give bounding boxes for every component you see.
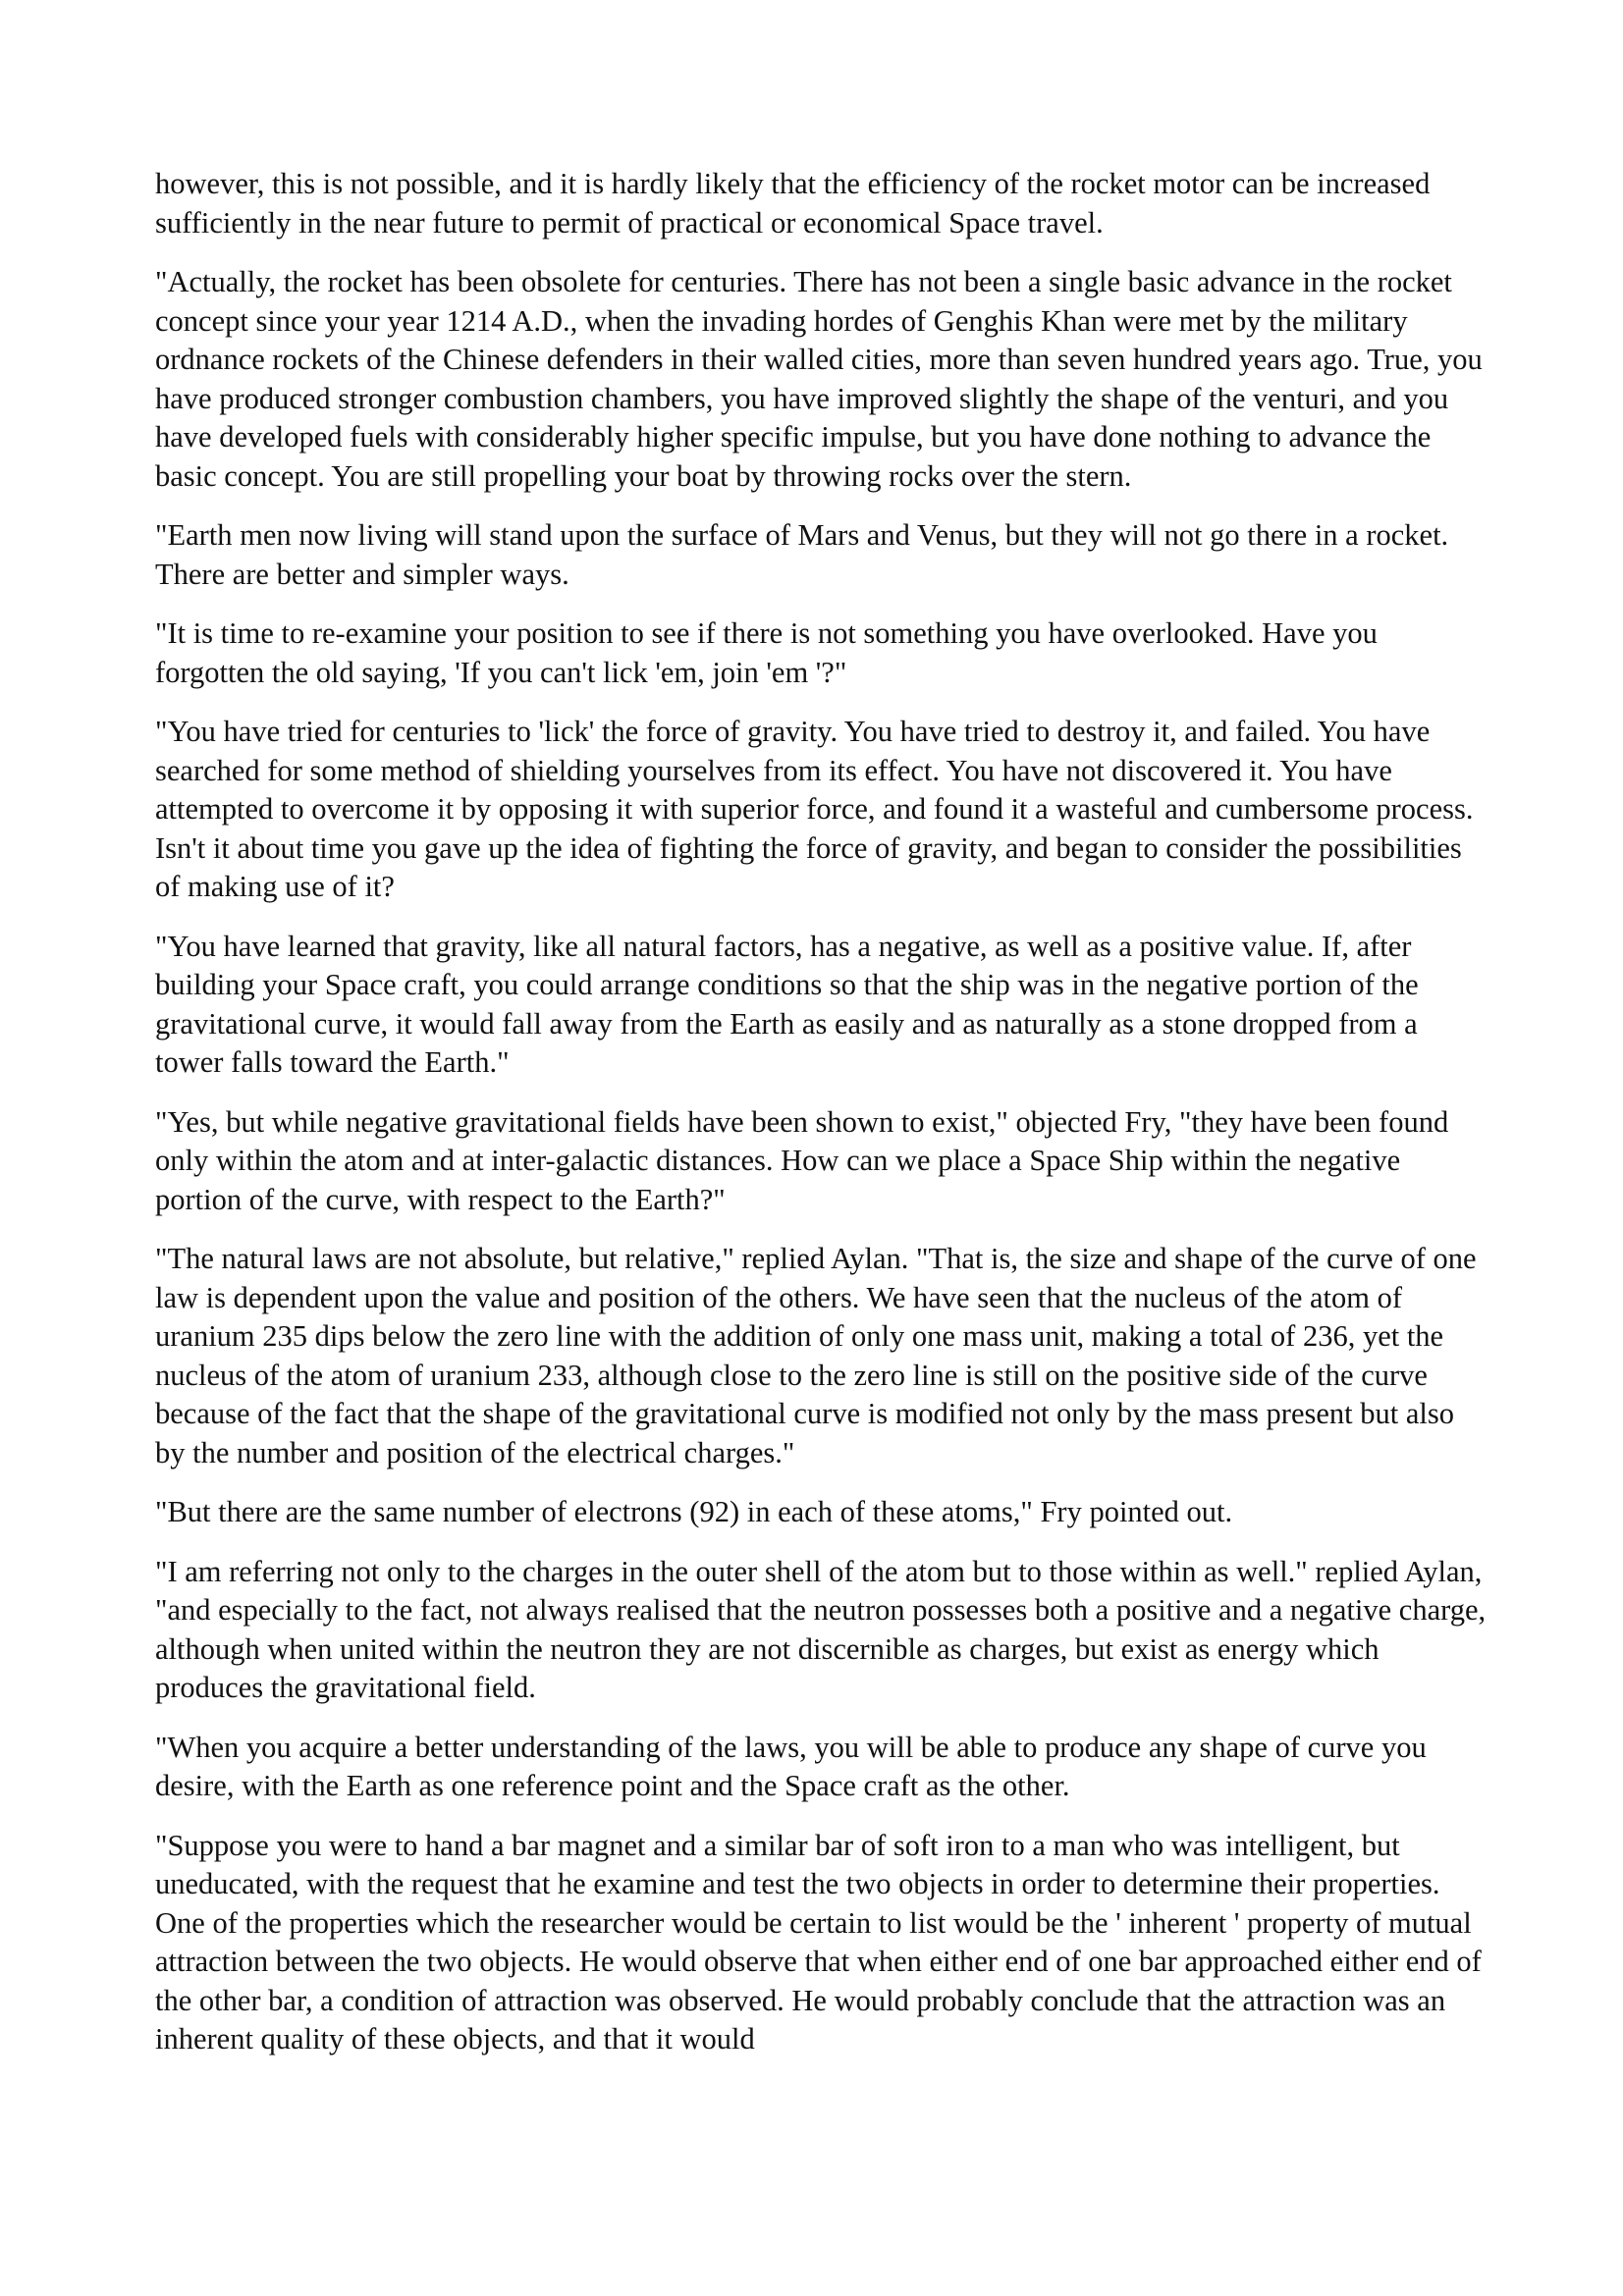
- paragraph-6: "You have learned that gravity, like all natural factors, has a negative, as well as a positive value. If, after building your Space craft, you could arrange conditions so that the ship was in the negative portion of the gravitational curve, it would fall away from the Earth as easily and as naturally as a stone dropped from a tower falls toward the Earth.": [155, 929, 1419, 1079]
- paragraph-4: "It is time to re-examine your position to see if there is not something you have overlooked. Have you forgotten the old saying, 'If you can't lick 'em, join 'em '?": [155, 616, 1378, 689]
- paragraph-3: "Earth men now living will stand upon the surface of Mars and Venus, but they will not go there in a rocket. There are better and simpler ways.: [155, 518, 1449, 591]
- paragraph-12: "Suppose you were to hand a bar magnet and a similar bar of soft iron to a man who was intelligent, but uneducated, with the request that he examine and test the two objects in order to determine their properties. One of the properties which the researcher would be certain to list would be the ' inherent ' property of mutual attraction between the two objects. He would observe that when either end of one bar approached either end of the other bar, a condition of attraction was observed. He would probably conclude that the attraction was an inherent quality of these objects, and that it would: [155, 1828, 1482, 2056]
- document-page: [155, 165, 1490, 2080]
- paragraph-7: "Yes, but while negative gravitational fields have been shown to exist," objected Fry, "they have been found only within the atom and at inter-galactic distances. How can we place a Space Ship within the negative portion of the curve, with respect to the Earth?": [155, 1104, 1449, 1216]
- paragraph-1: however, this is not possible, and it is hardly likely that the efficiency of the rocket motor can be increased sufficiently in the near future to permit of practical or economical Space travel.: [155, 167, 1431, 240]
- paragraph-9: "But there are the same number of electrons (92) in each of these atoms," Fry pointed out.: [155, 1495, 1233, 1528]
- paragraph-10: "I am referring not only to the charges in the outer shell of the atom but to those within as well." replied Aylan, "and especially to the fact, not always realised that the neutron possesses both a positive and a negative charge, although when united within the neutron they are not discernible as charges, but exist as energy which produces the gravitational field.: [155, 1554, 1487, 1704]
- paragraph-11: "When you acquire a better understanding of the laws, you will be able to produce any shape of curve you desire, with the Earth as one reference point and the Space craft as the other.: [155, 1730, 1427, 1802]
- paragraph-5: "You have tried for centuries to 'lick' the force of gravity. You have tried to destroy it, and failed. You have searched for some method of shielding yourselves from its effect. You have not discovered it. You have attempted to overcome it by opposing it with superior force, and found it a wasteful and cumbersome process. Isn't it about time you gave up the idea of fighting the force of gravity, and began to consider the possibilities of making use of it?: [155, 715, 1474, 903]
- paragraph-8: "The natural laws are not absolute, but relative," replied Aylan. "That is, the size and shape of the curve of one law is dependent upon the value and position of the others. We have seen that the nucleus of the atom of uranium 235 dips below the zero line with the addition of only one mass unit, making a total of 236, yet the nucleus of the atom of uranium 233, although close to the zero line is still on the positive side of the curve because of the fact that the shape of the gravitational curve is modified not only by the mass present but also by the number and position of the electrical charges.": [155, 1242, 1477, 1469]
- paragraph-2: "Actually, the rocket has been obsolete for centuries. There has not been a single basic advance in the rocket concept since your year 1214 A.D., when the invading hordes of Genghis Khan were met by the military ordnance rockets of the Chinese defenders in their walled cities, more than seven hundred years ago. True, you have produced stronger combustion chambers, you have improved slightly the shape of the venturi, and you have developed fuels with considerably higher specific impulse, but you have done nothing to advance the basic concept. You are still propelling your boat by throwing rocks over the stern.: [155, 265, 1483, 493]
